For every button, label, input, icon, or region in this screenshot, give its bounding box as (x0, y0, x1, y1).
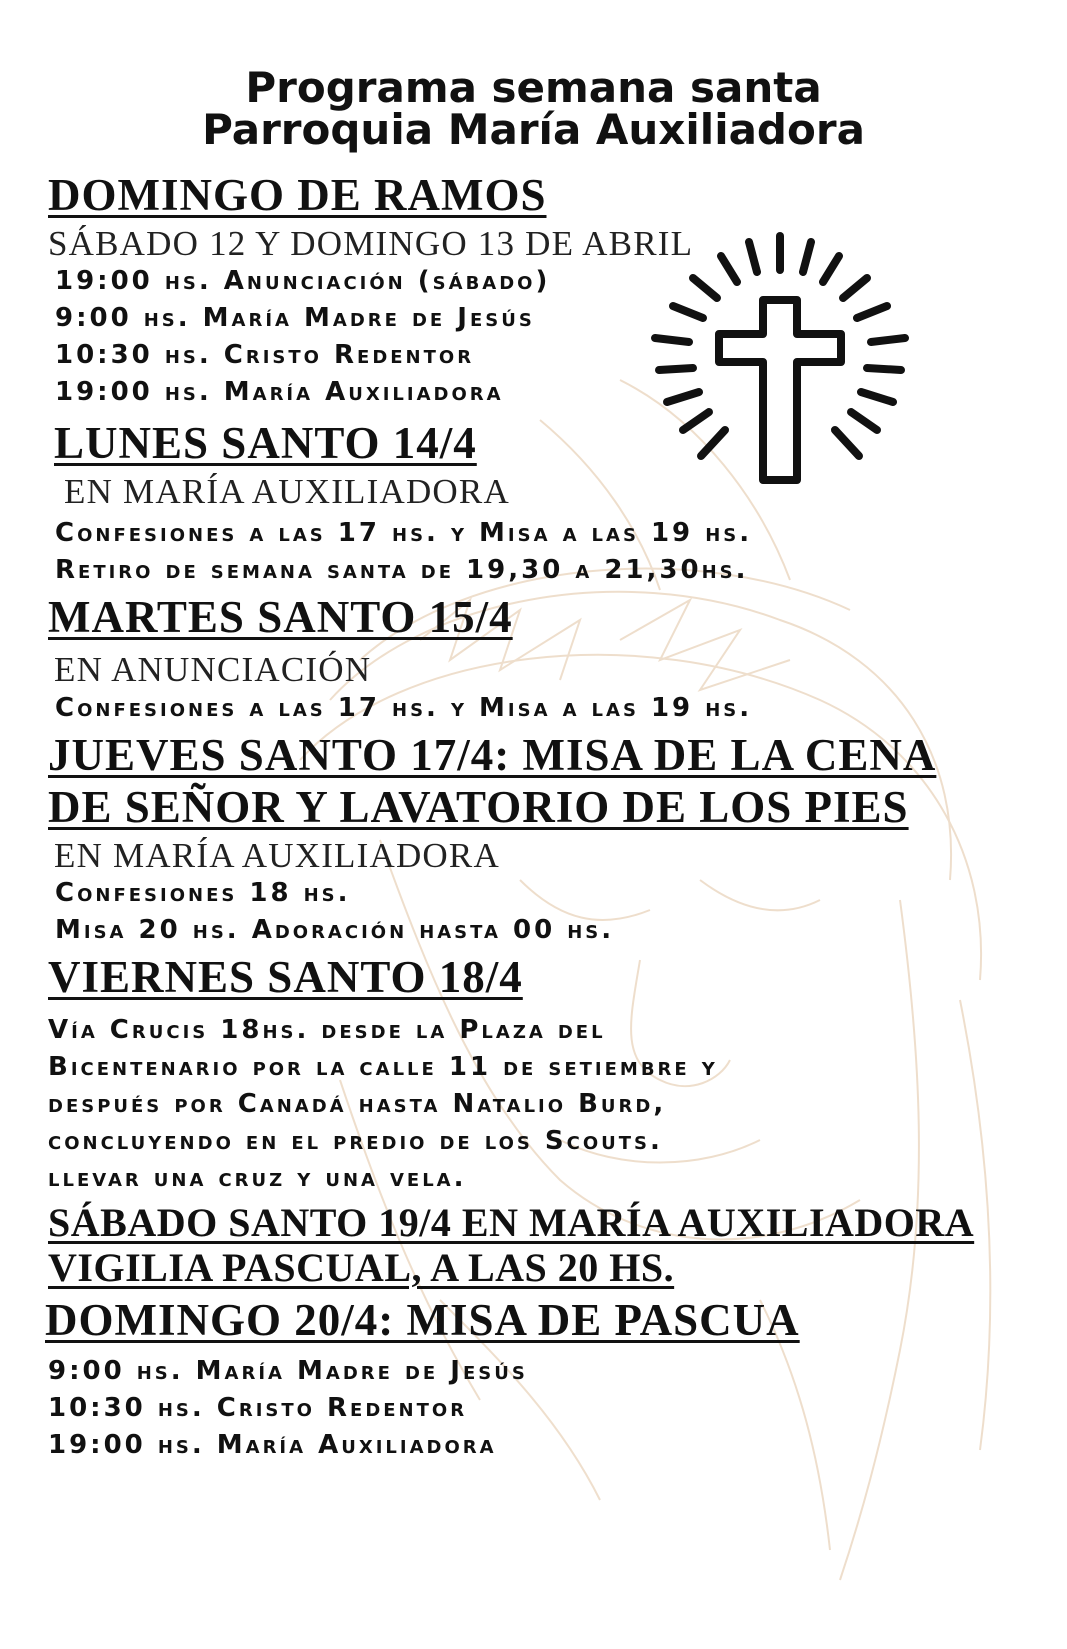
heading-sabado-santo-line1: SÁBADO SANTO 19/4 EN MARÍA AUXILIADORA (48, 1200, 975, 1245)
viernes-line: concluyendo en el predio de los Scouts. (48, 1126, 663, 1156)
subheading-lunes-location: EN MARÍA AUXILIADORA (64, 472, 510, 511)
pascua-line: 19:00 hs. María Auxiliadora (48, 1430, 497, 1460)
heading-martes-santo: MARTES SANTO 15/4 (48, 592, 513, 642)
viernes-line: Vía Crucis 18hs. desde la Plaza del (48, 1015, 606, 1045)
viernes-line: Bicentenario por la calle 11 de setiembre y (48, 1052, 718, 1082)
flyer-title-line2: Parroquia María Auxiliadora (202, 105, 865, 154)
heading-domingo-de-ramos: DOMINGO DE RAMOS (48, 170, 547, 220)
heading-viernes-santo: VIERNES SANTO 18/4 (48, 952, 523, 1002)
heading-domingo-pascua: DOMINGO 20/4: MISA DE PASCUA (45, 1295, 800, 1345)
pascua-line: 9:00 hs. María Madre de Jesús (48, 1356, 528, 1386)
jueves-line: Confesiones 18 hs. (55, 878, 351, 908)
heading-lunes-santo: LUNES SANTO 14/4 (54, 418, 477, 468)
martes-line: Confesiones a las 17 hs. y Misa a las 19 hs. (55, 693, 753, 723)
heading-jueves-santo-line2: DE SEÑOR Y LAVATORIO DE LOS PIES (48, 782, 909, 832)
ramos-line: 19:00 hs. Anunciación (sábado) (55, 266, 551, 296)
subheading-ramos-dates: SÁBADO 12 Y DOMINGO 13 DE ABRIL (48, 224, 694, 263)
radiant-cross-icon (645, 230, 915, 500)
subheading-martes-location: EN ANUNCIACIÓN (54, 650, 372, 689)
ramos-line: 10:30 hs. Cristo Redentor (55, 340, 475, 370)
subheading-jueves-location: EN MARÍA AUXILIADORA (54, 836, 500, 875)
jueves-line: Misa 20 hs. Adoración hasta 00 hs. (55, 915, 615, 945)
ramos-line: 9:00 hs. María Madre de Jesús (55, 303, 535, 333)
viernes-line: llevar una cruz y una vela. (48, 1163, 467, 1193)
heading-jueves-santo-line1: JUEVES SANTO 17/4: MISA DE LA CENA (48, 730, 937, 780)
viernes-line: después por Canadá hasta Natalio Burd, (48, 1089, 667, 1119)
lunes-line: Confesiones a las 17 hs. y Misa a las 19 hs. (55, 518, 753, 548)
flyer-title-line1: Programa semana santa (245, 63, 822, 112)
lunes-line: Retiro de semana santa de 19,30 a 21,30hs. (55, 555, 749, 585)
heading-sabado-santo-line2: VIGILIA PASCUAL, A LAS 20 HS. (48, 1245, 675, 1290)
pascua-line: 10:30 hs. Cristo Redentor (48, 1393, 468, 1423)
ramos-line: 19:00 hs. María Auxiliadora (55, 377, 504, 407)
